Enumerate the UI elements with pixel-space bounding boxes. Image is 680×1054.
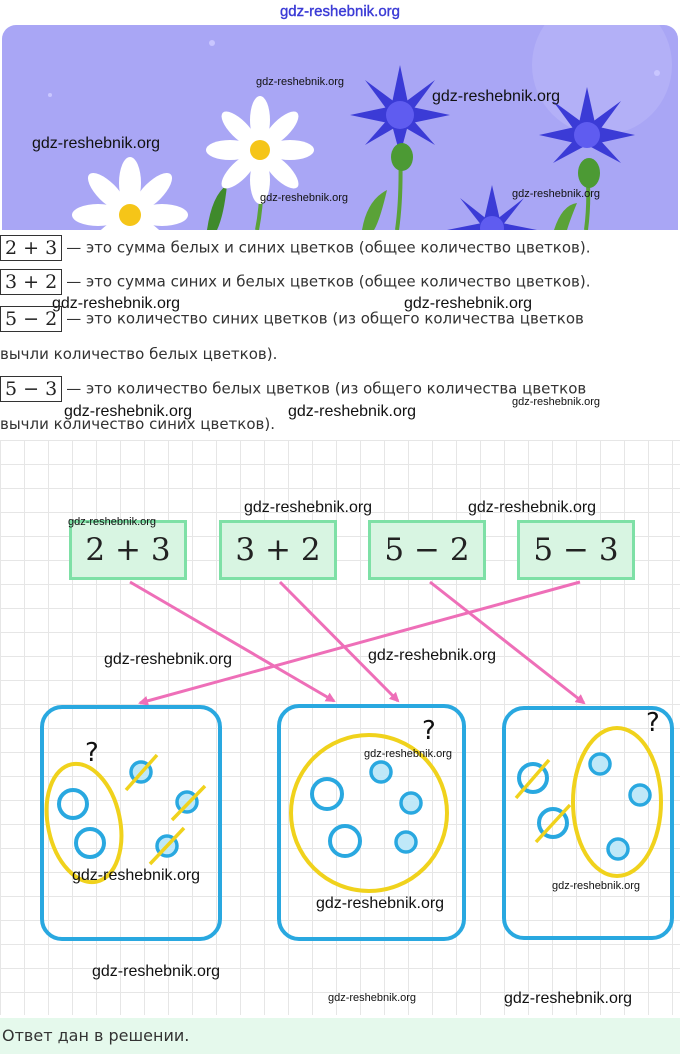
question-mark-3: ? — [646, 708, 660, 738]
watermark-text: gdz-reshebnik.org — [68, 516, 157, 528]
expression-box: 5 − 2 — [0, 306, 62, 332]
answer-bar — [0, 1018, 680, 1054]
explanation-line-4-cont: вычли количество синих цветков). — [0, 415, 275, 433]
watermark-text: gdz-reshebnik.org — [368, 647, 497, 664]
white-flower-circle — [330, 826, 360, 856]
arrow-card1-to-box2 — [130, 582, 334, 701]
connection-arrows — [130, 582, 584, 703]
expression-card-3: 5 − 2 — [368, 520, 486, 580]
watermark-text: gdz-reshebnik.org — [512, 396, 601, 408]
expression-card-4: 5 − 3 — [517, 520, 635, 580]
explanation-text: — это сумма белых и синих цветков (общее количество цветков). — [66, 238, 591, 257]
blue-flower-circle — [401, 793, 421, 813]
blue-flower-circle — [396, 832, 416, 852]
explanation-line-3-cont: вычли количество белых цветков). — [0, 345, 278, 363]
expression-box: 3 + 2 — [0, 269, 62, 295]
white-flower-circle — [76, 829, 104, 857]
watermark-text: gdz-reshebnik.org — [328, 992, 417, 1004]
watermark-text: gdz-reshebnik.org — [72, 867, 201, 884]
expression-card-2: 3 + 2 — [219, 520, 337, 580]
watermark-text: gdz-reshebnik.org — [64, 403, 193, 420]
watermark-text: gdz-reshebnik.org — [504, 990, 633, 1007]
answer-text: Ответ дан в решении. — [2, 1026, 190, 1045]
arrow-card2-to-box2 — [280, 582, 398, 701]
watermark-text: gdz-reshebnik.org — [364, 748, 453, 760]
watermark-text: gdz-reshebnik.org — [104, 651, 233, 668]
watermark-text: gdz-reshebnik.org — [316, 895, 445, 912]
group-box-3 — [504, 708, 672, 938]
watermark-text: gdz-reshebnik.org — [552, 880, 641, 892]
watermark-text: gdz-reshebnik.org — [92, 963, 221, 980]
watermark-text: gdz-reshebnik.org — [404, 295, 533, 312]
watermark-text: gdz-reshebnik.org — [468, 499, 597, 516]
blue-flower-circle — [608, 839, 628, 859]
watermark-text: gdz-reshebnik.org — [244, 499, 373, 516]
watermark-text: gdz-reshebnik.org — [260, 192, 349, 204]
group-box-1 — [42, 707, 220, 939]
blue-flower-circle — [371, 762, 391, 782]
expression-box: 5 − 3 — [0, 376, 62, 402]
explanation-text: — это сумма синих и белых цветков (общее количество цветков). — [66, 272, 591, 291]
watermark-text: gdz-reshebnik.org — [32, 135, 161, 152]
explanation-text: — это количество синих цветков (из общего количества цветков — [66, 309, 584, 328]
question-mark-1: ? — [85, 738, 99, 768]
site-header[interactable]: gdz-reshebnik.org — [279, 3, 401, 20]
blue-flower-circle — [630, 785, 650, 805]
arrow-card4-to-box1 — [140, 582, 580, 703]
watermark-text: gdz-reshebnik.org — [512, 188, 601, 200]
arrow-card3-to-box3 — [430, 582, 584, 703]
expression-card-1: 2 + 3 — [69, 520, 187, 580]
question-mark-2: ? — [422, 716, 436, 746]
watermark-text: gdz-reshebnik.org — [288, 403, 417, 420]
white-flower-circle — [312, 779, 342, 809]
expression-box: 2 + 3 — [0, 235, 62, 261]
white-flower-circle — [59, 790, 87, 818]
watermark-text: gdz-reshebnik.org — [432, 88, 561, 105]
explanation-text: — это количество белых цветков (из общего количества цветков — [66, 379, 587, 398]
blue-flower-circle — [590, 754, 610, 774]
watermark-text: gdz-reshebnik.org — [256, 76, 345, 88]
watermark-text: gdz-reshebnik.org — [52, 295, 181, 312]
